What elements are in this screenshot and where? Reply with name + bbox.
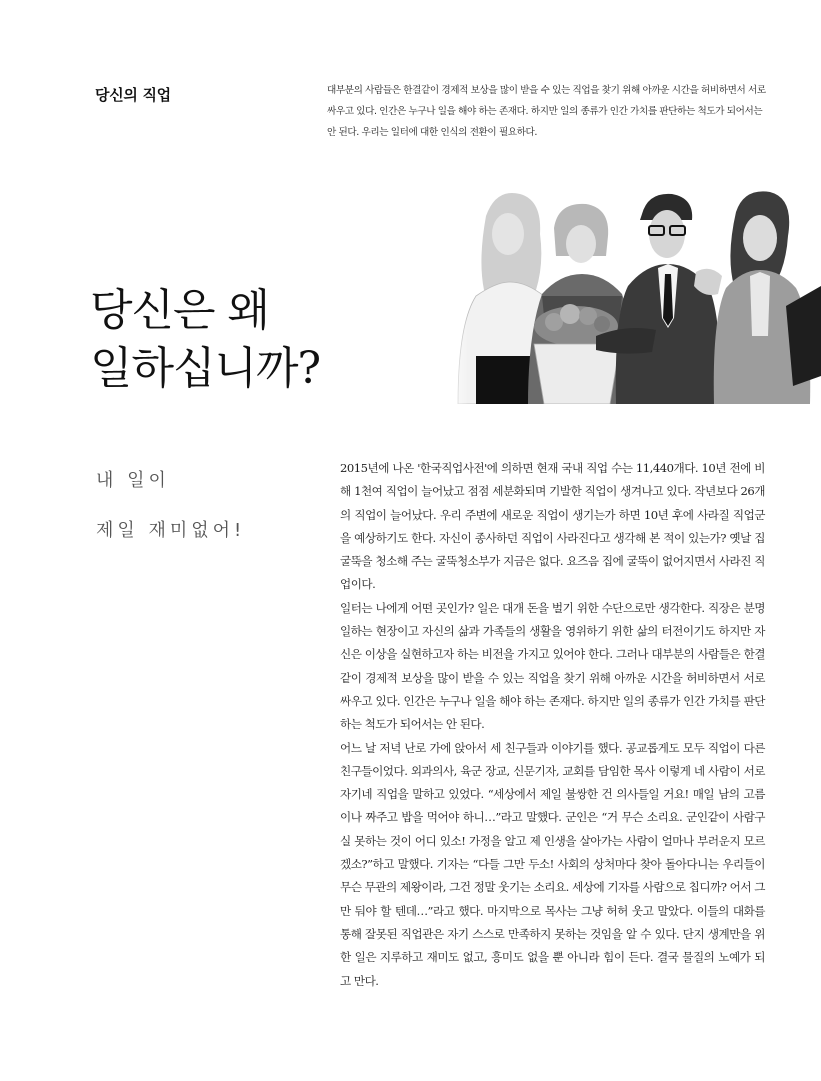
pull-quote-line-1: 내 일이 — [96, 470, 170, 491]
professionals-group-photo — [446, 186, 821, 404]
article-body — [340, 457, 765, 993]
intro-text: 대부분의 사람들은 한결같이 경제적 보상을 많이 받을 수 있는 직업을 찾기 위해 아까운 시간을 허비하면서 서로 싸우고 있다. 인간은 누구나 일을 해야 하는 존재다. 하지만 일의 종류가 인간 가치를 판단하는 척도가 되어서는 안 된다. 우리는 일터에 대한 인식의 전환이 필요하다. — [327, 85, 766, 138]
title-line-1: 당신은 왜 — [90, 285, 270, 336]
pull-quote — [96, 456, 316, 556]
title-line-2: 일하십니까? — [90, 343, 321, 394]
intro-summary — [327, 80, 767, 143]
page-title — [90, 282, 450, 398]
body-paragraph: 어느 날 저녁 난로 가에 앉아서 세 친구들과 이야기를 했다. 공교롭게도 모두 직업이 다른 친구들이었다. 외과의사, 육군 장교, 신문기자, 교회를 담임한 목사 이렇게 네 사람이 서로 자기네 직업을 말하고 있었다. “세상에서 제일 불쌍한 건 의사들일 거요! 매일 남의 고름이나 짜주고 밥을 먹어야 하니…”라고 말했다. 군인은 “거 무슨 소리요. 군인같이 사람구실 못하는 것이 어디 있소! 가정을 알고 제 인생을 살아가는 사람이 얼마나 부러운지 모르겠소?”하고 말했다. 기자는 “다들 그만 두소! 사회의 상처마다 찾아 돌아다니는 우리들이 무슨 무관의 제왕이라, 그건 정말 웃기는 소리요. 세상에 기자를 사람으로 칩디까? 어서 그만 둬야 할 텐데…”라고 했다. 마지막으로 목사는 그냥 허허 웃고 말았다. 이들의 대화를 통해 잘못된 직업관은 자기 스스로 만족하지 못하는 것임을 알 수 있다. 단지 생계만을 위한 일은 지루하고 재미도 없고, 흥미도 없을 뿐 아니라 힘이 든다. 결국 물질의 노예가 되고 만다. — [340, 740, 765, 988]
section-label: 당신의 직업 — [95, 86, 171, 104]
body-paragraph: 일터는 나에게 어떤 곳인가? 일은 대개 돈을 벌기 위한 수단으로만 생각한다. 직장은 분명 일하는 현장이고 자신의 삶과 가족들의 생활을 영위하기 위한 삶의 터전이기도 하지만 자신은 이상을 실현하고자 하는 비전을 가지고 있어야 한다. 그러나 대부분의 사람들은 한결같이 경제적 보상을 많이 받을 수 있는 직업을 찾기 위해 아까운 시간을 허비하면서 서로 싸우고 있다. 인간은 누구나 일을 해야 하는 존재다. 하지만 일의 종류가 인간 가치를 판단하는 척도가 되어서는 안 된다. — [340, 600, 765, 732]
body-paragraph: 2015년에 나온 '한국직업사전'에 의하면 현재 국내 직업 수는 11,440개다. 10년 전에 비해 1천여 직업이 늘어났고 점점 세분화되며 기발한 직업이 생겨나고 있다. 작년보다 26개의 직업이 늘어났다. 우리 주변에 새로운 직업이 생기는가 하면 10년 후에 사라질 직업군을 예상하기도 한다. 자신이 종사하던 직업이 사라진다고 생각해 본 적이 있는가? 옛날 집 굴뚝을 청소해 주는 굴뚝청소부가 지금은 없다. 요즈음 집에 굴뚝이 없어지면서 사라진 직업이다. — [340, 461, 765, 592]
pull-quote-line-2: 제일 재미없어! — [96, 520, 246, 541]
